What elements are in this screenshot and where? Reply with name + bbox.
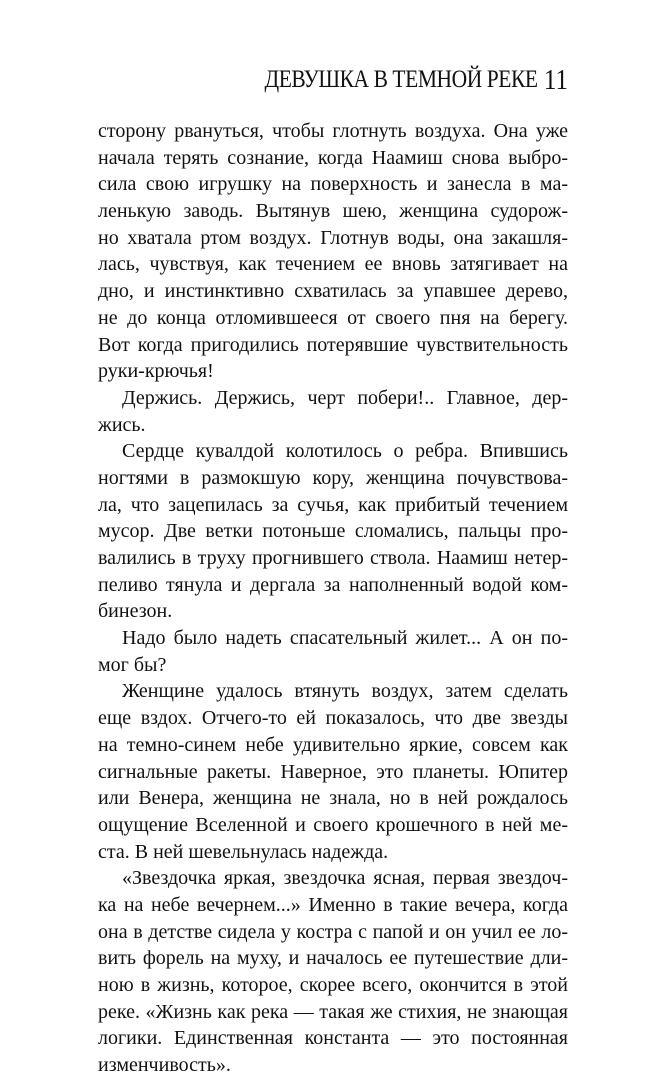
text-line: ста. В ней шевельнулась надежда.	[98, 840, 389, 863]
text-line: Сердце кувалдой колотилось о ребра. Впившись	[122, 440, 568, 463]
text-line: мог бы?	[98, 653, 167, 676]
text-line: она в детстве сидела у костра с папой и он учил ее ло-	[98, 920, 568, 943]
text-line: логики. Единственная константа — это постоянная	[98, 1027, 568, 1050]
text-line: сила свою игрушку на поверхность и занесла в ма-	[98, 173, 568, 196]
text-line: ла, что зацепилась за сучья, как прибитый течением	[98, 493, 568, 516]
text-line: сигнальные ракеты. Наверное, это планеты. Юпитер	[98, 760, 568, 783]
text-line: реке. «Жизнь как река — такая же стихия, не знающая	[98, 1000, 568, 1023]
text-line: сторону рвануться, чтобы глотнуть воздуха. Она уже	[98, 120, 568, 142]
text-line: не до конца отломившееся от своего пня на берегу.	[98, 306, 568, 329]
text-line: руки-крючья!	[98, 360, 214, 383]
page-number: 11	[543, 64, 568, 96]
text-line: на темно-синем небе удивительно яркие, совсем как	[98, 733, 568, 756]
text-line: ощущение Вселенной и своего крошечного в ней ме-	[98, 813, 568, 836]
text-line: ка на небе вечернем...» Именно в такие вечера, когда	[98, 893, 568, 916]
text-line: «Звездочка яркая, звездочка ясная, первая звездоч-	[122, 867, 568, 890]
text-line: ною в жизнь, которое, скорее всего, окончится в этой	[98, 974, 568, 996]
text-line: Женщине удалось втянуть воздух, затем сделать	[122, 680, 568, 703]
text-line: еще вздох. Отчего-то ей показалось, что две звезды	[98, 707, 568, 730]
text-line: Вот когда пригодились потерявшие чувствительность	[98, 333, 568, 356]
text-line: или Венера, женщина не знала, но в ней рождалось	[98, 787, 568, 810]
text-line: бинезон.	[98, 600, 173, 623]
text-line: пеливо тянула и дергала за наполненный водой ком-	[98, 573, 568, 596]
text-line: ногтями в размокшую кору, женщина почувствова-	[98, 466, 568, 489]
text-line: валились в труху прогнившего ствола. Наамиш нетер-	[98, 547, 568, 569]
text-line: мусор. Две ветки потоньше сломались, пальцы про-	[98, 520, 568, 543]
running-header: ДЕВУШКА В ТЕМНОЙ РЕКЕ	[264, 66, 538, 93]
text-line: дно, и инстинктивно схватилась за упавшее дерево,	[98, 280, 568, 303]
text-line: Надо было надеть спасательный жилет... А он по-	[122, 627, 568, 650]
text-line: начала терять сознание, когда Наамиш снова выбро-	[98, 146, 568, 169]
text-line: но хватала ртом воздух. Глотнув воды, она закашля-	[98, 226, 568, 249]
text-line: Держись. Держись, черт побери!.. Главное, дер-	[122, 386, 568, 409]
text-line: вить форель на муху, и началось ее путешествие дли-	[98, 947, 568, 970]
text-line: жись.	[98, 413, 146, 436]
text-body	[98, 118, 568, 1079]
text-line: изменчивость».	[98, 1054, 231, 1077]
text-line: ленькую заводь. Вытянув шею, женщина судорож-	[98, 200, 568, 223]
text-line: лась, чувствуя, как течением ее вновь затягивает на	[98, 253, 568, 276]
